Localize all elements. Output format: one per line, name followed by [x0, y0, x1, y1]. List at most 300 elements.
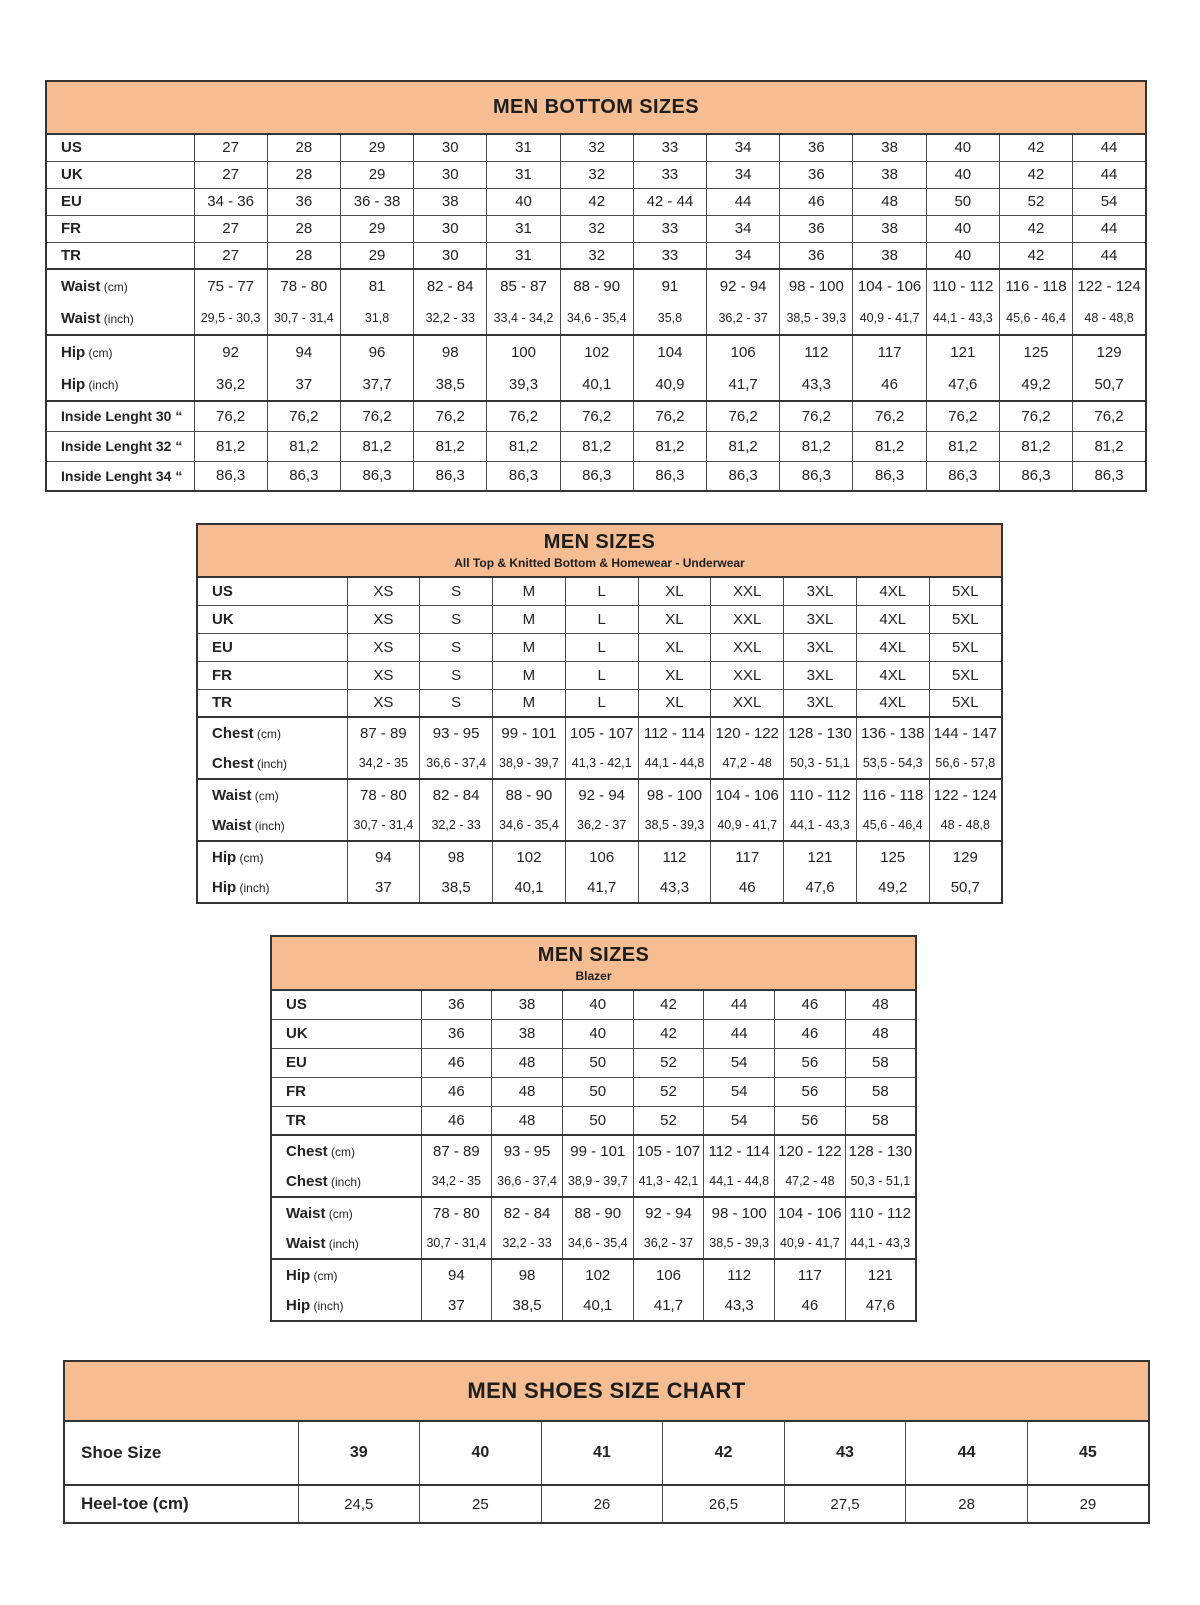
table-cell: XXL [711, 661, 784, 689]
table-cell: 76,2 [853, 401, 926, 431]
table-cell: 112 [780, 335, 853, 368]
table-title-cell [64, 1361, 1149, 1421]
table-cell: XS [347, 577, 420, 605]
table-cell: 88 - 90 [562, 1197, 633, 1228]
table-cell: 36,2 [194, 368, 267, 401]
table-cell: 53,5 - 54,3 [856, 748, 929, 779]
table-cell: 40,9 - 41,7 [775, 1228, 846, 1259]
table-row [46, 368, 1146, 401]
table-cell: 46 [421, 1106, 492, 1135]
table-cell: 38 [853, 161, 926, 188]
table-cell: 81,2 [1073, 431, 1146, 461]
table-cell: 36,6 - 37,4 [492, 1166, 563, 1197]
table-cell: 42 [633, 990, 704, 1019]
table-cell: 49,2 [856, 872, 929, 903]
table-cell: L [565, 605, 638, 633]
table-cell: 33 [633, 242, 706, 269]
table-cell: 76,2 [926, 401, 999, 431]
table-cell: 81,2 [780, 431, 853, 461]
table-cell: 32 [560, 134, 633, 161]
table-title-row [271, 936, 916, 990]
row-label: FR [271, 1077, 421, 1106]
table-cell: 112 [704, 1259, 775, 1290]
table-cell: 44,1 - 43,3 [926, 302, 999, 335]
table-cell: 33 [633, 161, 706, 188]
table-cell: XXL [711, 577, 784, 605]
table-cell: 120 - 122 [775, 1135, 846, 1166]
row-label: Heel-toe (cm) [64, 1485, 298, 1523]
table-cell: 81,2 [340, 431, 413, 461]
table-cell: 28 [267, 161, 340, 188]
table-cell: 37 [347, 872, 420, 903]
table-cell: 104 - 106 [853, 269, 926, 302]
row-label: UK [46, 161, 194, 188]
row-label: Waist (inch) [46, 302, 194, 335]
table-cell: 86,3 [487, 461, 560, 491]
table-cell: 29 [340, 215, 413, 242]
table-cell: 30 [414, 215, 487, 242]
table-cell: 50 [562, 1048, 633, 1077]
table-cell: 81,2 [707, 431, 780, 461]
table-cell: 26 [541, 1485, 663, 1523]
table-cell: 40 [926, 215, 999, 242]
table-cell: 40,1 [560, 368, 633, 401]
table-cell: 94 [421, 1259, 492, 1290]
table-cell: 76,2 [707, 401, 780, 431]
table-row [271, 1077, 916, 1106]
table-cell: 38,5 - 39,3 [638, 810, 711, 841]
table-row [46, 302, 1146, 335]
row-label: Hip (cm) [271, 1259, 421, 1290]
table-cell: 36 [780, 242, 853, 269]
table-row [271, 990, 916, 1019]
table-cell: 48 - 48,8 [1073, 302, 1146, 335]
table-cell: 31 [487, 134, 560, 161]
table-cell: XXL [711, 605, 784, 633]
table-cell: XXL [711, 689, 784, 717]
table-cell: 37 [421, 1290, 492, 1321]
table-cell: 31 [487, 161, 560, 188]
table-cell: XXL [711, 633, 784, 661]
table-cell: 36 [421, 990, 492, 1019]
table-cell: 42 [999, 242, 1072, 269]
table-cell: 81 [340, 269, 413, 302]
table-cell: 99 - 101 [493, 717, 566, 748]
table-cell: 28 [267, 215, 340, 242]
table-cell: 76,2 [194, 401, 267, 431]
table-cell: 28 [267, 134, 340, 161]
table-cell: 4XL [856, 661, 929, 689]
table-cell: 92 - 94 [633, 1197, 704, 1228]
table-title-row [64, 1361, 1149, 1421]
table-cell: 34,6 - 35,4 [560, 302, 633, 335]
table-cell: L [565, 689, 638, 717]
table-cell: 116 - 118 [999, 269, 1072, 302]
table-cell: 38 [492, 990, 563, 1019]
table-cell: M [493, 605, 566, 633]
table-cell: 87 - 89 [347, 717, 420, 748]
table-cell: 93 - 95 [420, 717, 493, 748]
table-cell: 86,3 [633, 461, 706, 491]
table-cell: 56,6 - 57,8 [929, 748, 1002, 779]
table-cell: 46 [711, 872, 784, 903]
table-cell: 34 [707, 215, 780, 242]
table-cell: XL [638, 661, 711, 689]
table-cell: 36 [780, 215, 853, 242]
table-cell: 100 [487, 335, 560, 368]
table-cell: 43 [784, 1421, 906, 1485]
table-cell: 94 [267, 335, 340, 368]
table-cell: 81,2 [487, 431, 560, 461]
row-label: EU [271, 1048, 421, 1077]
table-cell: 42 [663, 1421, 785, 1485]
table-row [46, 431, 1146, 461]
table-cell: 76,2 [487, 401, 560, 431]
table-cell: 44,1 - 44,8 [638, 748, 711, 779]
table-cell: 104 - 106 [711, 779, 784, 810]
table-cell: 34 [707, 242, 780, 269]
table-row [197, 633, 1002, 661]
table-title-row [197, 524, 1002, 577]
row-label: Waist (cm) [271, 1197, 421, 1228]
table-cell: 27 [194, 242, 267, 269]
table-cell: 98 [492, 1259, 563, 1290]
table-row [271, 1197, 916, 1228]
row-label: US [271, 990, 421, 1019]
table-cell: 5XL [929, 605, 1002, 633]
table-cell: 36,2 - 37 [707, 302, 780, 335]
table-cell: 44 [704, 990, 775, 1019]
table-cell: 117 [853, 335, 926, 368]
table-cell: 46 [775, 1290, 846, 1321]
table-cell: 52 [999, 188, 1072, 215]
table-cell: 30 [414, 242, 487, 269]
table-cell: 54 [704, 1077, 775, 1106]
table-cell: 45 [1027, 1421, 1149, 1485]
table-cell: 40,1 [493, 872, 566, 903]
row-label: Waist (cm) [46, 269, 194, 302]
table-cell: 76,2 [414, 401, 487, 431]
table-cell: 36,2 - 37 [565, 810, 638, 841]
table-row [46, 242, 1146, 269]
table-cell: 4XL [856, 633, 929, 661]
table-cell: 44 [1073, 242, 1146, 269]
table-cell: 32 [560, 215, 633, 242]
table-cell: 41 [541, 1421, 663, 1485]
table-cell: 136 - 138 [856, 717, 929, 748]
table-cell: S [420, 689, 493, 717]
table-cell: 81,2 [853, 431, 926, 461]
table-cell: 38 [853, 215, 926, 242]
table-cell: 44 [1073, 215, 1146, 242]
table-cell: 112 [638, 841, 711, 872]
table-cell: 50,7 [929, 872, 1002, 903]
table-cell: 50,7 [1073, 368, 1146, 401]
table-cell: 44 [1073, 134, 1146, 161]
table-cell: 110 - 112 [926, 269, 999, 302]
table-cell: 93 - 95 [492, 1135, 563, 1166]
table-cell: 47,2 - 48 [775, 1166, 846, 1197]
table-cell: 98 [414, 335, 487, 368]
table-cell: 116 - 118 [856, 779, 929, 810]
table-cell: XL [638, 577, 711, 605]
table-cell: 48 [853, 188, 926, 215]
table-cell: 48 [492, 1106, 563, 1135]
table-cell: 86,3 [780, 461, 853, 491]
table-cell: 34,2 - 35 [347, 748, 420, 779]
table-cell: 46 [853, 368, 926, 401]
table-cell: 102 [493, 841, 566, 872]
table-cell: 27,5 [784, 1485, 906, 1523]
row-label: US [46, 134, 194, 161]
table-cell: 38 [853, 242, 926, 269]
table-cell: M [493, 661, 566, 689]
table-cell: 4XL [856, 689, 929, 717]
table-cell: 3XL [784, 633, 857, 661]
table-cell: 48 [845, 990, 916, 1019]
table-cell: 27 [194, 215, 267, 242]
table-cell: L [565, 661, 638, 689]
table-cell: 92 - 94 [565, 779, 638, 810]
table-cell: 78 - 80 [267, 269, 340, 302]
table-cell: 34,6 - 35,4 [562, 1228, 633, 1259]
table-cell: 42 - 44 [633, 188, 706, 215]
table-cell: 88 - 90 [493, 779, 566, 810]
table-cell: 112 - 114 [704, 1135, 775, 1166]
table-cell: 46 [421, 1077, 492, 1106]
table-cell: S [420, 577, 493, 605]
table-cell: 43,3 [638, 872, 711, 903]
row-label: Hip (cm) [197, 841, 347, 872]
table-cell: 44 [707, 188, 780, 215]
table-row [197, 577, 1002, 605]
row-label: TR [271, 1106, 421, 1135]
table-cell: 34 - 36 [194, 188, 267, 215]
table-cell: 81,2 [267, 431, 340, 461]
table-cell: 50,3 - 51,1 [784, 748, 857, 779]
table-row [197, 841, 1002, 872]
table-row [271, 1048, 916, 1077]
table-cell: XS [347, 689, 420, 717]
table-cell: 40,9 [633, 368, 706, 401]
table-cell: 42 [633, 1019, 704, 1048]
table-cell: M [493, 633, 566, 661]
table-cell: 36 [267, 188, 340, 215]
table-cell: 34,2 - 35 [421, 1166, 492, 1197]
table-cell: 47,6 [845, 1290, 916, 1321]
table-cell: 30 [414, 134, 487, 161]
row-label: EU [46, 188, 194, 215]
table-cell: 48 - 48,8 [929, 810, 1002, 841]
table-cell: 125 [856, 841, 929, 872]
table-cell: 128 - 130 [784, 717, 857, 748]
table-cell: 58 [845, 1077, 916, 1106]
table-title: MEN BOTTOM SIZES [492, 96, 700, 118]
table-cell: 56 [775, 1077, 846, 1106]
table-cell: 44 [1073, 161, 1146, 188]
table-cell: 30,7 - 31,4 [421, 1228, 492, 1259]
table-cell: 40 [926, 161, 999, 188]
table-cell: 40 [487, 188, 560, 215]
table-cell: 81,2 [194, 431, 267, 461]
row-label: Chest (inch) [197, 748, 347, 779]
table-cell: 78 - 80 [347, 779, 420, 810]
table-subtitle: All Top & Knitted Bottom & Homewear - Underwear [454, 556, 745, 570]
table-cell: 29,5 - 30,3 [194, 302, 267, 335]
table-cell: 76,2 [1073, 401, 1146, 431]
table-cell: 42 [999, 134, 1072, 161]
table-cell: 94 [347, 841, 420, 872]
table-cell: 5XL [929, 689, 1002, 717]
table-cell: 75 - 77 [194, 269, 267, 302]
table-cell: 56 [775, 1048, 846, 1077]
row-label: Hip (inch) [46, 368, 194, 401]
table-cell: 82 - 84 [420, 779, 493, 810]
row-label: Hip (inch) [271, 1290, 421, 1321]
row-label: UK [271, 1019, 421, 1048]
table-cell: 29 [340, 161, 413, 188]
table-row [197, 810, 1002, 841]
table-cell: 48 [492, 1048, 563, 1077]
table-row [197, 605, 1002, 633]
table-cell: 76,2 [267, 401, 340, 431]
table-cell: 26,5 [663, 1485, 785, 1523]
table-cell: 121 [845, 1259, 916, 1290]
table-cell: 38,9 - 39,7 [493, 748, 566, 779]
table-cell: 28 [267, 242, 340, 269]
table-cell: M [493, 689, 566, 717]
table-cell: 32,2 - 33 [414, 302, 487, 335]
table-cell: 129 [1073, 335, 1146, 368]
table-cell: 42 [999, 215, 1072, 242]
table-cell: 36,6 - 37,4 [420, 748, 493, 779]
table-cell: 38,5 [420, 872, 493, 903]
table-title: MEN SHOES SIZE CHART [467, 1378, 746, 1403]
table-cell: 86,3 [194, 461, 267, 491]
table-row [271, 1290, 916, 1321]
table-row [197, 779, 1002, 810]
table-cell: 102 [562, 1259, 633, 1290]
table-cell: 52 [633, 1077, 704, 1106]
table-cell: 122 - 124 [1073, 269, 1146, 302]
table-cell: 81,2 [926, 431, 999, 461]
table-cell: 31 [487, 215, 560, 242]
table-cell: 54 [1073, 188, 1146, 215]
table-title: MEN SIZES [543, 531, 656, 553]
table-cell: 41,3 - 42,1 [565, 748, 638, 779]
table-cell: 30 [414, 161, 487, 188]
table-cell: XL [638, 633, 711, 661]
table-cell: 38 [492, 1019, 563, 1048]
table-cell: 40,9 - 41,7 [853, 302, 926, 335]
table-cell: S [420, 661, 493, 689]
table-cell: 38,9 - 39,7 [562, 1166, 633, 1197]
table-cell: 28 [906, 1485, 1028, 1523]
table-cell: 43,3 [780, 368, 853, 401]
row-label: FR [197, 661, 347, 689]
table-cell: 34 [707, 161, 780, 188]
table-row [271, 1228, 916, 1259]
table-cell: 27 [194, 161, 267, 188]
table-cell: 120 - 122 [711, 717, 784, 748]
table-cell: 38,5 - 39,3 [704, 1228, 775, 1259]
men-sizes-tops-table [196, 523, 1003, 904]
table-cell: 106 [633, 1259, 704, 1290]
table-cell: 82 - 84 [414, 269, 487, 302]
row-label: Chest (cm) [271, 1135, 421, 1166]
table-cell: 30,7 - 31,4 [347, 810, 420, 841]
table-cell: 96 [340, 335, 413, 368]
table-cell: 43,3 [704, 1290, 775, 1321]
table-cell: 50 [562, 1106, 633, 1135]
table-cell: 34 [707, 134, 780, 161]
table-row [46, 134, 1146, 161]
table-cell: L [565, 577, 638, 605]
table-cell: 50 [562, 1077, 633, 1106]
table-cell: 48 [492, 1077, 563, 1106]
table-cell: 105 - 107 [565, 717, 638, 748]
table-cell: 76,2 [999, 401, 1072, 431]
table-cell: 31 [487, 242, 560, 269]
table-cell: 117 [775, 1259, 846, 1290]
table-row [271, 1166, 916, 1197]
table-cell: 40,1 [562, 1290, 633, 1321]
table-cell: 86,3 [560, 461, 633, 491]
table-cell: 86,3 [999, 461, 1072, 491]
table-cell: 48 [845, 1019, 916, 1048]
table-cell: 32 [560, 242, 633, 269]
row-label: Hip (inch) [197, 872, 347, 903]
table-cell: 91 [633, 269, 706, 302]
table-cell: 29 [340, 134, 413, 161]
table-cell: XL [638, 689, 711, 717]
table-cell: 98 - 100 [704, 1197, 775, 1228]
table-cell: 47,6 [784, 872, 857, 903]
table-cell: 3XL [784, 661, 857, 689]
row-label: Chest (cm) [197, 717, 347, 748]
table-title: MEN SIZES [537, 943, 650, 966]
row-label: TR [46, 242, 194, 269]
men-bottom-sizes-table [45, 80, 1147, 492]
table-cell: 92 [194, 335, 267, 368]
table-cell: 99 - 101 [562, 1135, 633, 1166]
table-cell: 81,2 [633, 431, 706, 461]
table-cell: 37 [267, 368, 340, 401]
table-cell: 41,3 - 42,1 [633, 1166, 704, 1197]
table-cell: 58 [845, 1048, 916, 1077]
table-cell: 3XL [784, 577, 857, 605]
table-cell: 76,2 [340, 401, 413, 431]
row-label: Chest (inch) [271, 1166, 421, 1197]
table-cell: 52 [633, 1106, 704, 1135]
table-row [271, 1135, 916, 1166]
table-cell: 4XL [856, 605, 929, 633]
table-cell: 46 [775, 990, 846, 1019]
table-cell: 121 [784, 841, 857, 872]
table-row [46, 188, 1146, 215]
table-cell: 32,2 - 33 [492, 1228, 563, 1259]
table-title-row [46, 81, 1146, 134]
table-cell: 76,2 [560, 401, 633, 431]
table-row [197, 872, 1002, 903]
table-cell: 86,3 [926, 461, 999, 491]
table-cell: 36 [780, 161, 853, 188]
table-cell: 33,4 - 34,2 [487, 302, 560, 335]
table-cell: 29 [340, 242, 413, 269]
table-cell: 41,7 [565, 872, 638, 903]
table-cell: 104 [633, 335, 706, 368]
table-cell: 58 [845, 1106, 916, 1135]
